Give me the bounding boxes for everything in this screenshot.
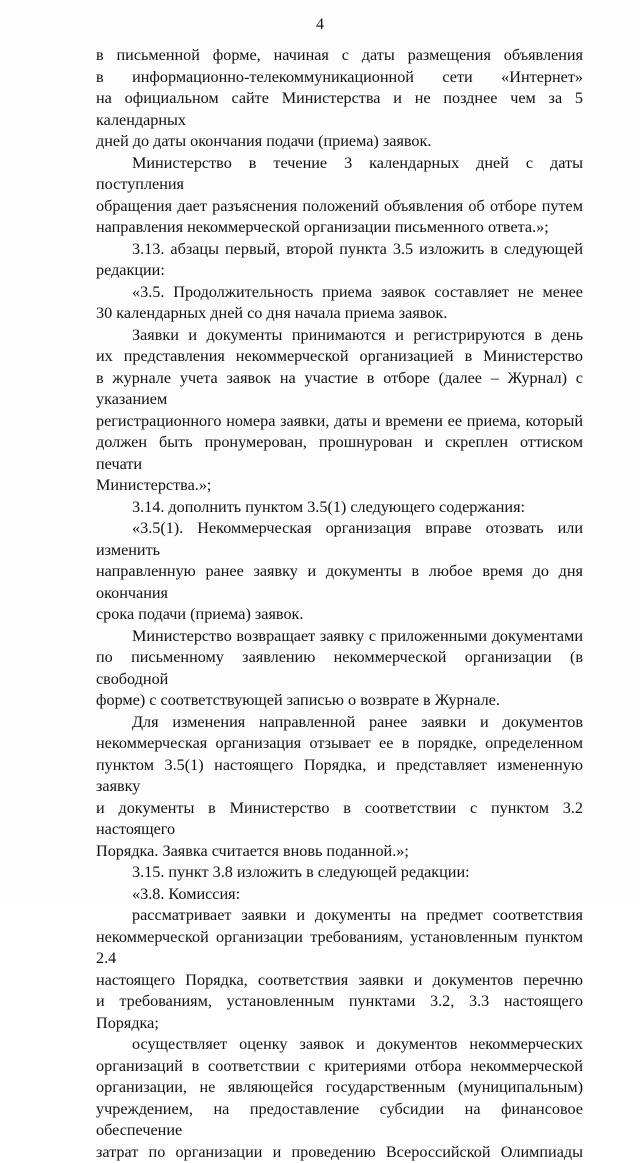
text-line: Для изменения направленной ранее заявки и документов	[96, 712, 583, 734]
page-number: 4	[0, 14, 640, 36]
text-line: затрат по организации и проведению Всероссийской Олимпиады	[96, 1142, 583, 1163]
text-line: пунктом 3.5(1) настоящего Порядка, и представляет измененную заявку	[96, 755, 583, 798]
text-line: рассматривает заявки и документы на предмет соответствия	[96, 905, 583, 927]
text-line: редакции:	[96, 260, 583, 282]
document-body	[96, 45, 583, 1163]
text-line: на официальном сайте Министерства и не позднее чем за 5 календарных	[96, 88, 583, 131]
text-line: и документы в Министерство в соответствии с пунктом 3.2 настоящего	[96, 798, 583, 841]
text-line: и требованиям, установленным пунктами 3.2, 3.3 настоящего Порядка;	[96, 991, 583, 1034]
text-line: обращения дает разъяснения положений объявления об отборе путем	[96, 196, 583, 218]
text-line: форме) с соответствующей записью о возврате в Журнале.	[96, 690, 583, 712]
text-line: Министерство в течение 3 календарных дней с даты поступления	[96, 153, 583, 196]
text-line: организации, не являющейся государственным (муниципальным)	[96, 1077, 583, 1099]
text-line: их представления некоммерческой организацией в Министерство	[96, 346, 583, 368]
text-line: осуществляет оценку заявок и документов некоммерческих	[96, 1034, 583, 1056]
text-line: «3.8. Комиссия:	[96, 884, 583, 906]
text-line: Заявки и документы принимаются и регистрируются в день	[96, 325, 583, 347]
text-line: 3.14. дополнить пунктом 3.5(1) следующего содержания:	[96, 497, 583, 519]
text-line: срока подачи (приема) заявок.	[96, 604, 583, 626]
text-line: по письменному заявлению некоммерческой организации (в свободной	[96, 647, 583, 690]
text-line: регистрационного номера заявки, даты и времени ее приема, который	[96, 411, 583, 433]
text-line: 3.15. пункт 3.8 изложить в следующей редакции:	[96, 862, 583, 884]
text-line: «3.5(1). Некоммерческая организация вправе отозвать или изменить	[96, 518, 583, 561]
text-line: 3.13. абзацы первый, второй пункта 3.5 изложить в следующей	[96, 239, 583, 261]
text-line: Порядка. Заявка считается вновь поданной.»;	[96, 841, 583, 863]
text-line: 30 календарных дней со дня начала приема заявок.	[96, 303, 583, 325]
text-line: некоммерческой организации требованиям, установленным пунктом 2.4	[96, 927, 583, 970]
text-line: должен быть пронумерован, прошнурован и скреплен оттиском печати	[96, 432, 583, 475]
text-line: «3.5. Продолжительность приема заявок составляет не менее	[96, 282, 583, 304]
text-line: направления некоммерческой организации письменного ответа.»;	[96, 217, 583, 239]
text-line: в письменной форме, начиная с даты размещения объявления	[96, 45, 583, 67]
text-line: некоммерческая организация отзывает ее в порядке, определенном	[96, 733, 583, 755]
text-line: направленную ранее заявку и документы в любое время до дня окончания	[96, 561, 583, 604]
text-line: Министерство возвращает заявку с приложенными документами	[96, 626, 583, 648]
text-line: организаций в соответствии с критериями отбора некоммерческой	[96, 1056, 583, 1078]
text-line: настоящего Порядка, соответствия заявки и документов перечню	[96, 970, 583, 992]
text-line: Министерства.»;	[96, 475, 583, 497]
text-line: дней до даты окончания подачи (приема) заявок.	[96, 131, 583, 153]
text-line: в журнале учета заявок на участие в отборе (далее – Журнал) с указанием	[96, 368, 583, 411]
text-line: учреждением, на предоставление субсидии на финансовое обеспечение	[96, 1099, 583, 1142]
text-line: в информационно-телекоммуникационной сети «Интернет»	[96, 67, 583, 89]
